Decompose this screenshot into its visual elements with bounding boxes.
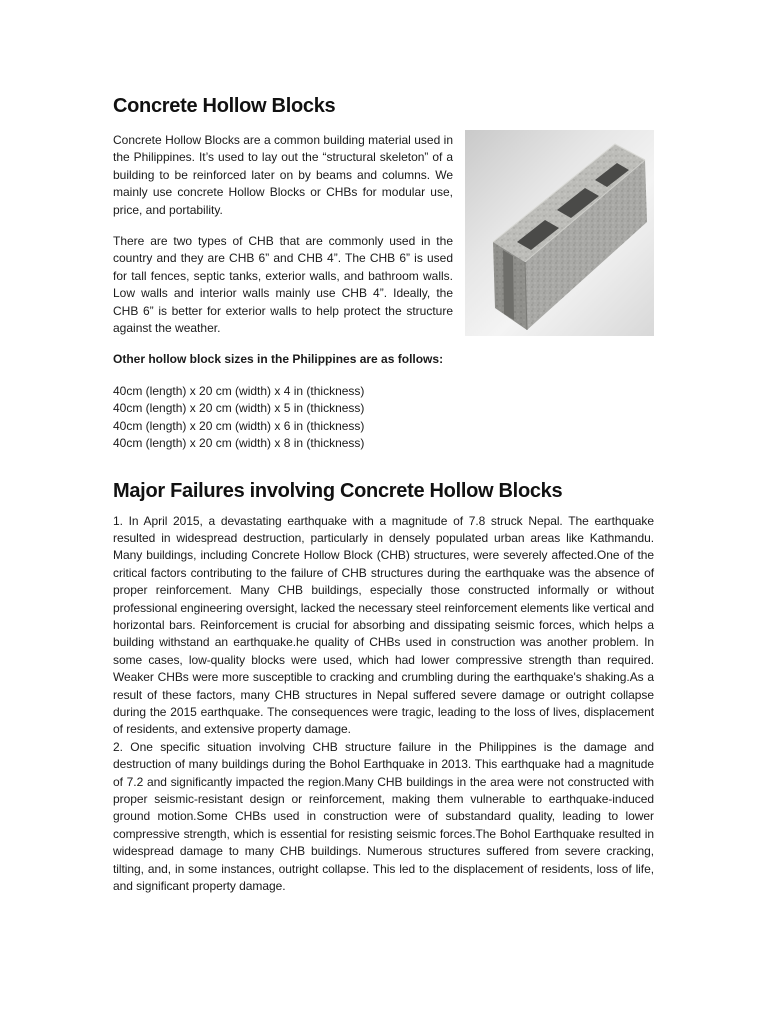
list-item: 40cm (length) x 20 cm (width) x 6 in (thickness) <box>113 418 365 433</box>
intro-paragraph-2: There are two types of CHB that are commonly used in the country and they are CHB 6” and CHB 4”. The CHB 6” is used for tall fences, septic tanks, exterior walls, and bathroom walls. Low walls and interior walls mainly use CHB 4”. Ideally, the CHB 6” is better for exterior walls to help protect the structure against the weather. <box>113 234 453 336</box>
list-item: 40cm (length) x 20 cm (width) x 8 in (thickness) <box>113 436 365 451</box>
document-page <box>113 92 654 895</box>
failures-section <box>113 513 654 896</box>
concrete-block-icon <box>465 130 654 336</box>
sizes-heading: Other hollow block sizes in the Philippines are as follows: <box>113 352 444 367</box>
section-title-major-failures: Major Failures involving Concrete Hollow Blocks <box>113 479 563 502</box>
concrete-block-image <box>465 130 654 336</box>
sizes-list <box>113 383 654 453</box>
failure-item-1: 1. In April 2015, a devastating earthquake with a magnitude of 7.8 struck Nepal. The earthquake resulted in widespread destruction, particularly in densely populated urban areas like Kathmandu. Many buildings, including Concrete Hollow Block (CHB) structures, were severely affected.One of the critical factors contributing to the failure of CHB structures during the earthquake was the absence of proper reinforcement. Many CHB buildings, especially those constructed informally or without professional engineering oversight, lacked the necessary steel reinforcement elements like vertical and horizontal bars. Reinforcement is crucial for absorbing and dissipating seismic forces, which helps a building withstand an earthquake.he quality of CHBs used in construction was another problem. In some cases, low-quality blocks were used, which had lower compressive strength than required. Weaker CHBs were more susceptible to cracking and crumbling during the earthquake's shaking.As a result of these factors, many CHB structures in Nepal suffered severe damage or outright collapse during the 2015 earthquake. The consequences were tragic, leading to the loss of lives, displacement of residents, and extensive property damage. <box>113 513 654 737</box>
list-item: 40cm (length) x 20 cm (width) x 5 in (thickness) <box>113 401 365 416</box>
intro-text-column <box>113 132 453 337</box>
intro-paragraph-1: Concrete Hollow Blocks are a common building material used in the Philippines. It’s used to lay out the “structural skeleton” of a building to be reinforced later on by beams and columns. We mainly use concrete Hollow Blocks or CHBs for modular use, price, and portability. <box>113 133 453 217</box>
section-title-concrete-hollow-blocks: Concrete Hollow Blocks <box>113 95 336 117</box>
intro-section <box>113 132 654 337</box>
failure-item-2: 2. One specific situation involving CHB structure failure in the Philippines is the damage and destruction of many buildings during the Bohol Earthquake in 2013. This earthquake had a magnitude of 7.2 and significantly impacted the region.Many CHB buildings in the area were not constructed with proper seismic-resistant design or reinforcement, making them vulnerable to earthquake-induced ground motion.Some CHBs used in construction were of substandard quality, leading to lower compressive strength, which is essential for resisting seismic forces.The Bohol Earthquake resulted in widespread damage to many CHB buildings. Numerous structures suffered from severe cracking, tilting, and, in some instances, outright collapse. This led to the displacement of residents, loss of life, and significant property damage. <box>113 739 654 894</box>
list-item: 40cm (length) x 20 cm (width) x 4 in (thickness) <box>113 383 365 398</box>
